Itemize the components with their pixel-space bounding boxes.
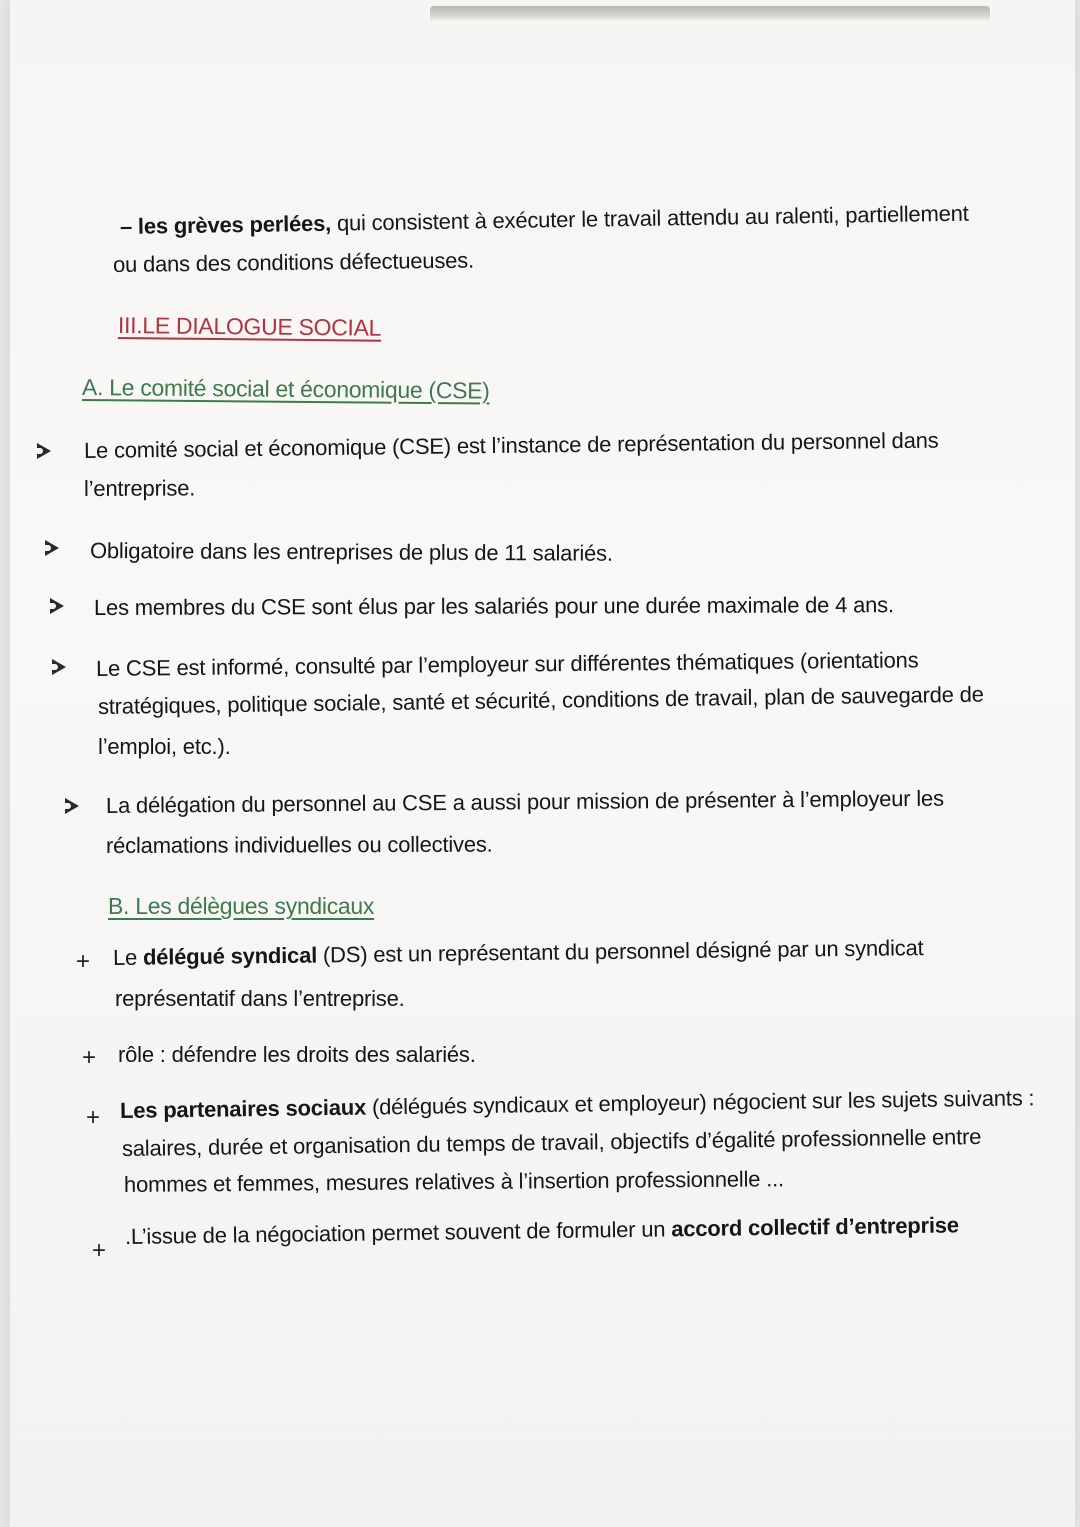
ds-bold-term: Les partenaires sociaux [119,1094,367,1123]
ds-title: B. Les délègues syndicaux [108,893,375,919]
ds-item-2-line-1: rôle : défendre les droits des salariés. [118,1042,476,1067]
cse-title: A. Le comité social et économique (CSE) [81,374,490,404]
intro-line-2 [112,247,475,277]
cse-item-3-line-1: Les membres du CSE sont élus par les salariés pour une durée maximale de 4 ans. [93,592,894,620]
ds-item-1-line-1: Le délégué syndical (DS) est un représentant du personnel désigné par un syndicat [112,935,924,970]
ds-item-1-line-2: représentatif dans l’entreprise. [115,986,405,1011]
plus-bullet-icon: + [86,1104,101,1131]
intro-line-1 [119,200,969,239]
document-page [10,0,1075,1527]
ds-item-3-line-2: salaires, durée et organisation du temps de travail, objectifs d’égalité professionnelle entre [121,1124,982,1161]
plus-bullet-icon: + [92,1237,107,1264]
ds-bold-term: accord collectif d’entreprise [671,1212,960,1242]
ds-item-3-line-1: Les partenaires sociaux (délégués syndicaux et employeur) négocient sur les sujets suivants : [119,1085,1035,1123]
ds-item-4-line-1: .L’issue de la négociation permet souvent de formuler un accord collectif d’entreprise [124,1212,960,1249]
plus-bullet-icon: + [82,1044,97,1071]
section-title: III.LE DIALOGUE SOCIAL [117,312,382,341]
cse-item-4-line-2: stratégiques, politique sociale, santé et sécurité, conditions de travail, plan de sauvegarde de [97,681,984,719]
cse-item-4-line-3: l’emploi, etc.). [98,734,231,759]
page-edge-shadow [430,6,990,22]
cse-item-1-line-2: l’entreprise. [83,475,196,501]
cse-item-5-line-1: La délégation du personnel au CSE a aussi pour mission de présenter à l’employeur les [105,785,944,818]
ds-bold-term: délégué syndical [142,942,318,970]
ds-item-3-line-3: hommes et femmes, mesures relatives à l’insertion professionnelle ... [123,1166,785,1197]
arrow-bullet-icon [50,598,64,614]
intro-text: qui consistent à exécuter le travail attendu au ralenti, partiellement [330,200,969,236]
cse-item-1-line-1: Le comité social et économique (CSE) est l’instance de représentation du personnel dans [83,427,939,463]
arrow-bullet-icon [45,540,59,556]
cse-item-4-line-1: Le CSE est informé, consulté par l’employeur sur différentes thématiques (orientations [95,647,919,681]
plus-bullet-icon: + [76,948,91,975]
cse-item-5-line-2: réclamations individuelles ou collectives. [105,831,493,858]
arrow-bullet-icon [52,659,66,675]
arrow-bullet-icon [65,798,79,814]
intro-bold: – les grèves perlées, [119,210,332,239]
intro-text-2: ou dans des conditions défectueuses. [112,247,475,277]
cse-item-2-line-1: Obligatoire dans les entreprises de plus de 11 salariés. [89,538,613,566]
arrow-bullet-icon [37,443,51,459]
